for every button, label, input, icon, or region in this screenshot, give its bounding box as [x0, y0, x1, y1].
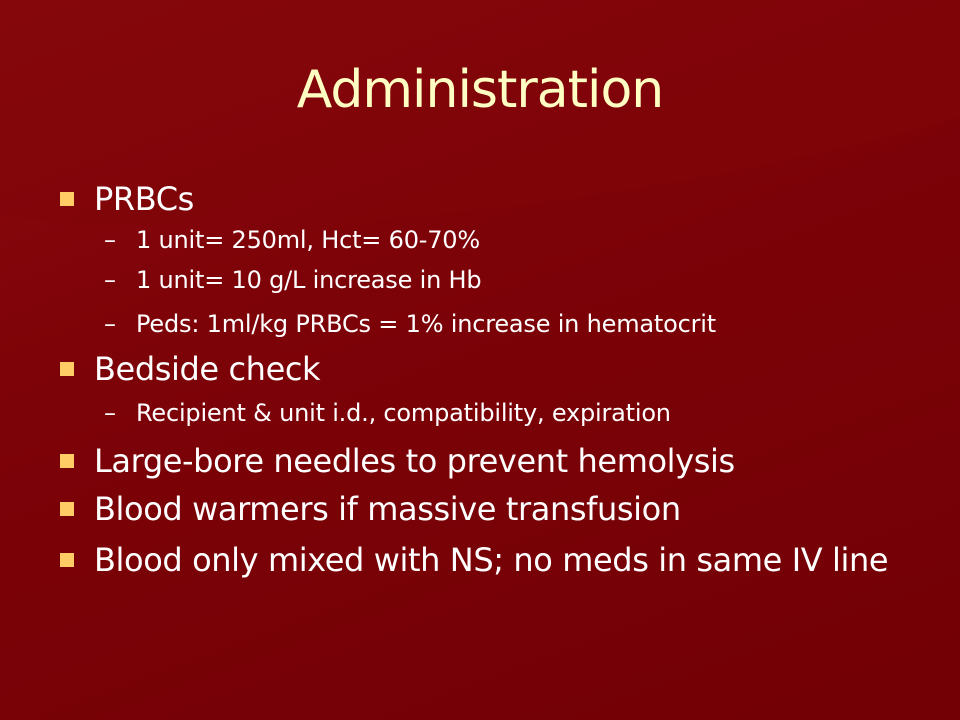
dash-marker: – — [104, 399, 116, 427]
bullet-blood-mixing — [94, 541, 914, 579]
slide-title: Administration — [296, 60, 664, 120]
square-bullet-icon — [60, 192, 74, 206]
bullet-text: PRBCs — [94, 180, 194, 218]
dash-marker: – — [104, 226, 116, 254]
dash-marker: – — [104, 266, 116, 294]
dash-marker: – — [104, 310, 116, 338]
sub-bullet-recipient-check — [104, 398, 916, 428]
sub-bullet-peds-dose — [104, 309, 916, 339]
sub-bullet-hb-increase — [104, 265, 916, 295]
sub-bullet-text: Recipient & unit i.d., compatibility, expiration — [136, 399, 671, 427]
bullet-text: Bedside check — [94, 350, 321, 388]
sub-bullet-unit-volume — [104, 225, 916, 255]
square-bullet-icon — [60, 502, 74, 516]
bullet-text: Large-bore needles to prevent hemolysis — [94, 442, 735, 480]
square-bullet-icon — [60, 454, 74, 468]
bullet-prbcs — [94, 180, 914, 218]
sub-bullet-text: 1 unit= 250ml, Hct= 60-70% — [136, 226, 480, 254]
bullet-text: Blood warmers if massive transfusion — [94, 490, 681, 528]
sub-bullet-text: 1 unit= 10 g/L increase in Hb — [136, 266, 482, 294]
bullet-large-bore-needles — [94, 442, 914, 480]
sub-bullet-text: Peds: 1ml/kg PRBCs = 1% increase in hematocrit — [136, 310, 716, 338]
bullet-bedside-check — [94, 350, 914, 388]
square-bullet-icon — [60, 553, 74, 567]
bullet-blood-warmers — [94, 490, 914, 528]
bullet-text: Blood only mixed with NS; no meds in same IV line — [94, 541, 889, 579]
square-bullet-icon — [60, 362, 74, 376]
